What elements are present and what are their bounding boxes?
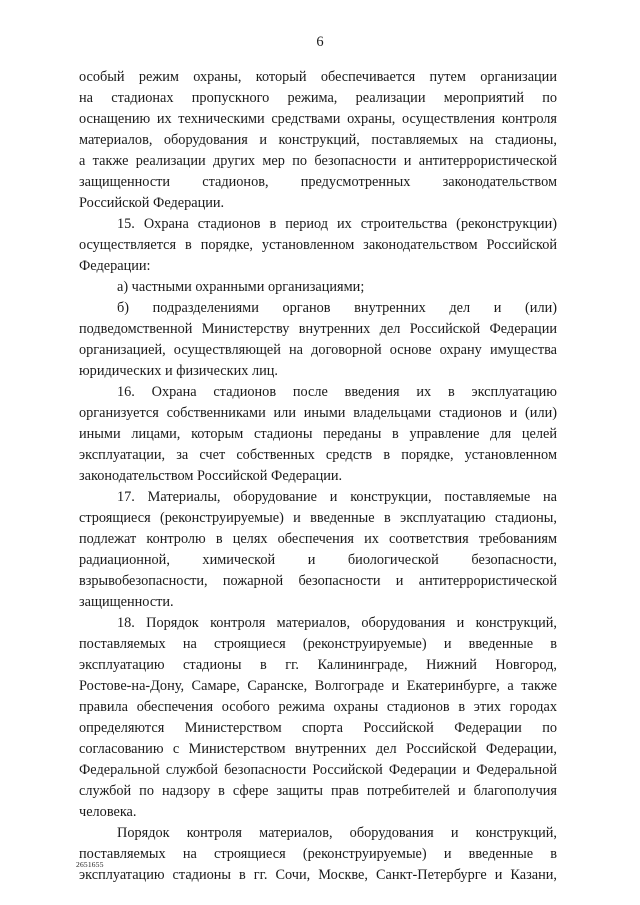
text-line: защищенности. [79, 594, 174, 610]
text-line: Российской Федерации. [79, 195, 225, 211]
page-number: 6 [316, 34, 324, 50]
text-line: поставляемых на строящиеся (реконструируемые) и введенные в [79, 636, 557, 652]
text-line: особый режим охраны, который обеспечивается путем организации [79, 69, 557, 85]
text-line: 16. Охрана стадионов после введения их в эксплуатацию [117, 384, 557, 400]
text-line: на стадионах пропускного режима, реализации мероприятий по [79, 90, 557, 106]
text-line: 17. Материалы, оборудование и конструкции, поставляемые на [117, 489, 557, 505]
text-line: Ростове-на-Дону, Самаре, Саранске, Волгограде и Екатеринбурге, а также [79, 678, 557, 694]
text-line: согласованию с Министерством внутренних дел Российской Федерации, [79, 741, 557, 757]
text-line: эксплуатацию стадионы в гг. Калининграде, Нижний Новгород, [79, 657, 557, 673]
text-line: Федеральной службой безопасности Российской Федерации и Федеральной [79, 762, 557, 778]
text-line: организуется собственниками или иными владельцами стадионов и (или) [79, 405, 557, 421]
document-body [79, 67, 557, 886]
text-line: службой по надзору в сфере защиты прав потребителей и благополучия [79, 783, 557, 799]
text-line: иными лицами, которым стадионы переданы в управление для целей [79, 426, 557, 442]
text-line: б) подразделениями органов внутренних дел и (или) [117, 300, 557, 316]
text-line: осуществляется в порядке, установленном законодательством Российской [79, 237, 557, 253]
text-line: а также реализации других мер по безопасности и антитеррористической [79, 153, 557, 169]
text-line: эксплуатацию стадионы в гг. Сочи, Москве, Санкт-Петербурге и Казани, [79, 867, 557, 883]
text-line: защищенности стадионов, предусмотренных законодательством [79, 174, 557, 190]
text-line: организацией, осуществляющей на договорной основе охрану имущества [79, 342, 557, 358]
text-line: материалов, оборудования и конструкций, поставляемых на стадионы, [79, 132, 557, 148]
text-line: взрывобезопасности, пожарной безопасности и антитеррористической [79, 573, 557, 589]
text-line: строящиеся (реконструируемые) и введенные в эксплуатацию стадионы, [79, 510, 557, 526]
text-line: юридических и физических лиц. [79, 363, 278, 379]
text-line: поставляемых на строящиеся (реконструируемые) и введенные в [79, 846, 557, 862]
text-line: эксплуатации, за счет собственных средств в порядке, установленном [79, 447, 557, 463]
text-line: правила обеспечения особого режима охраны стадионов в этих городах [79, 699, 557, 715]
document-id: 2651655 [76, 860, 104, 869]
text-line: подведомственной Министерству внутренних дел Российской Федерации [79, 321, 557, 337]
text-line: Федерации: [79, 258, 151, 274]
text-line: подлежат контролю в целях обеспечения их соответствия требованиям [79, 531, 557, 547]
text-line: определяются Министерством спорта Российской Федерации по [79, 720, 557, 736]
text-line: оснащению их техническими средствами охраны, осуществления контроля [79, 111, 557, 127]
text-line: законодательством Российской Федерации. [79, 468, 343, 484]
text-line: Порядок контроля материалов, оборудования и конструкций, [117, 825, 557, 841]
text-line: человека. [79, 804, 137, 820]
text-line: 15. Охрана стадионов в период их строительства (реконструкции) [117, 216, 557, 232]
text-line: 18. Порядок контроля материалов, оборудования и конструкций, [117, 615, 557, 631]
text-line: радиационной, химической и биологической безопасности, [79, 552, 557, 568]
text-line: а) частными охранными организациями; [117, 279, 365, 295]
